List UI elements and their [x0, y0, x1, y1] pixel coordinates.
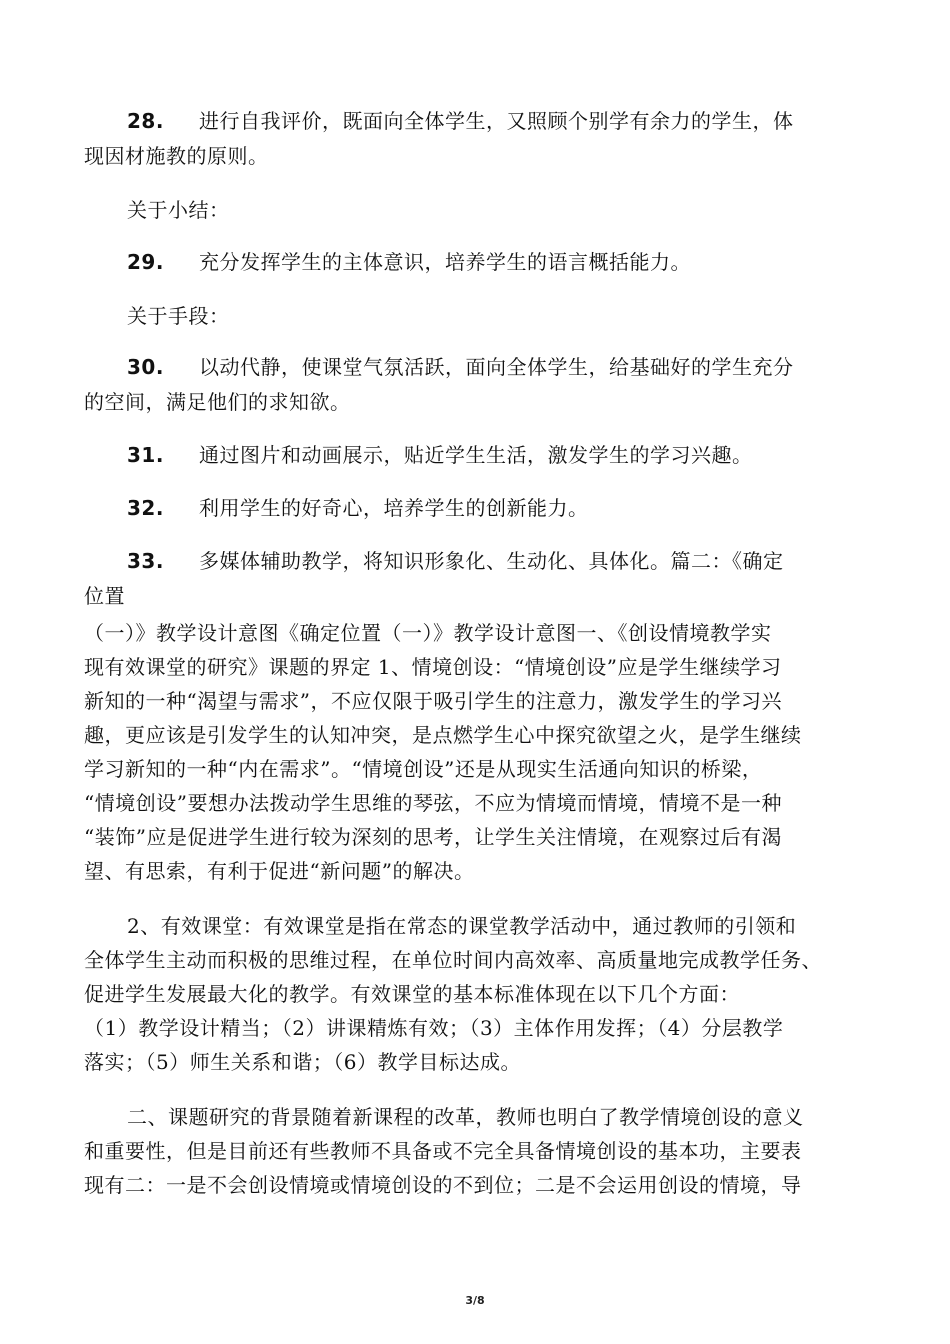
item-number: 32.: [127, 496, 164, 520]
paragraph-line: （1）教学设计精当；（2）讲课精炼有效；（3）主体作用发挥；（4）分层教学: [84, 1016, 784, 1040]
paragraph-line: 2、有效课堂：有效课堂是指在常态的课堂教学活动中，通过教师的引领和: [127, 914, 797, 938]
list-item-29: [127, 248, 691, 276]
paragraph-line: 趣，更应该是引发学生的认知冲突，是点燃学生心中探究欲望之火，是学生继续: [84, 723, 802, 747]
list-item-28: [127, 107, 794, 135]
paragraph-line: 学习新知的一种“内在需求”。“情境创设”还是从现实生活通向知识的桥梁，: [84, 757, 763, 781]
paragraph-line: 二、课题研究的背景随着新课程的改革，教师也明白了教学情境创设的意义: [127, 1105, 804, 1129]
item-text-continued: 位置: [84, 584, 125, 608]
paragraph-line: 全体学生主动而积极的思维过程，在单位时间内高效率、高质量地完成教学任务、: [84, 948, 822, 972]
item-number: 30.: [127, 355, 164, 379]
paragraph-line: （一）》教学设计意图《确定位置（一）》教学设计意图一、《创设情境教学实: [84, 621, 772, 645]
paragraph-line: 促进学生发展最大化的教学。有效课堂的基本标准体现在以下几个方面：: [84, 982, 740, 1006]
item-number: 33.: [127, 549, 164, 573]
item-text: 利用学生的好奇心，培养学生的创新能力。: [199, 496, 589, 520]
paragraph-line: 新知的一种“渴望与需求”，不应仅限于吸引学生的注意力，激发学生的学习兴: [84, 689, 782, 713]
item-number: 31.: [127, 443, 164, 467]
item-text: 以动代静，使课堂气氛活跃，面向全体学生，给基础好的学生充分: [199, 355, 794, 379]
section-heading-summary: 关于小结：: [127, 198, 230, 222]
paragraph-line: 现有二：一是不会创设情境或情境创设的不到位；二是不会运用创设的情境，导: [84, 1173, 802, 1197]
item-text: 进行自我评价，既面向全体学生，又照顾个别学有余力的学生，体: [199, 109, 794, 133]
paragraph-line: 现有效课堂的研究》课题的界定 1、情境创设：“情境创设”应是学生继续学习: [84, 655, 782, 679]
item-text-continued: 的空间，满足他们的求知欲。: [84, 390, 351, 414]
paragraph-line: “情境创设”要想办法拨动学生思维的琴弦，不应为情境而情境，情境不是一种: [84, 791, 782, 815]
list-item-33: [127, 547, 784, 575]
list-item-31: [127, 441, 753, 469]
paragraph-line: 落实；（5）师生关系和谐；（6）教学目标达成。: [84, 1050, 521, 1074]
paragraph-line: “装饰”应是促进学生进行较为深刻的思考，让学生关注情境，在观察过后有渴: [84, 825, 782, 849]
page-number: 3/8: [465, 1294, 485, 1307]
paragraph-line: 望、有思索，有利于促进“新问题”的解决。: [84, 859, 475, 883]
item-text: 多媒体辅助教学，将知识形象化、生动化、具体化。篇二：《确定: [199, 549, 784, 573]
list-item-30: [127, 353, 794, 381]
item-text-continued: 现因材施教的原则。: [84, 144, 269, 168]
item-text: 充分发挥学生的主体意识，培养学生的语言概括能力。: [199, 250, 691, 274]
item-text: 通过图片和动画展示，贴近学生生活，激发学生的学习兴趣。: [199, 443, 753, 467]
paragraph-line: 和重要性，但是目前还有些教师不具备或不完全具备情境创设的基本功，主要表: [84, 1139, 802, 1163]
section-heading-means: 关于手段：: [127, 304, 230, 328]
item-number: 29.: [127, 250, 164, 274]
list-item-32: [127, 494, 589, 522]
item-number: 28.: [127, 109, 164, 133]
